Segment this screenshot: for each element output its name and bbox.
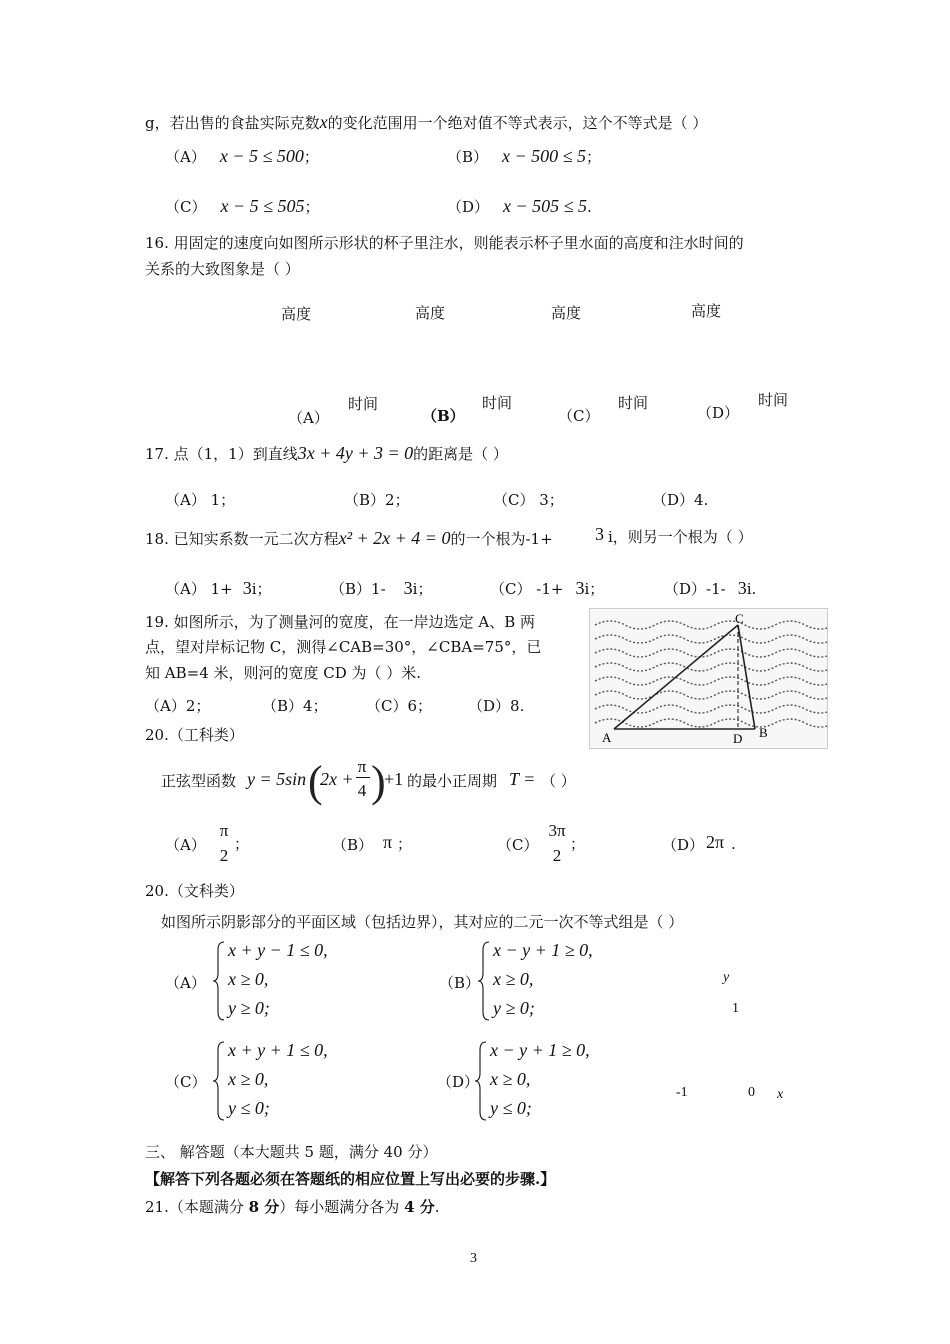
- q20b-d-line1: x − y + 1 ≥ 0,: [490, 1040, 590, 1060]
- option-expr: x − 5 ≤ 500: [219, 146, 304, 166]
- q20a-option-c-den: 2: [552, 846, 562, 865]
- q20b-option-a-label: （A）: [165, 974, 206, 992]
- q19-river-figure: [589, 608, 828, 749]
- point-c-label: C: [735, 611, 744, 626]
- q20a-stem-tail: 的最小正周期: [407, 772, 498, 790]
- q20b-option-b-label: （B）: [439, 974, 481, 992]
- q18-sqrt-3: 3: [595, 524, 604, 544]
- brace-d: [474, 1040, 488, 1122]
- brace-a: [212, 940, 226, 1022]
- q18-expr: x² + 2x + 4 = 0: [338, 528, 451, 548]
- q17-option-b: （B）2；: [344, 491, 410, 509]
- q20b-b-line1: x − y + 1 ≥ 0,: [493, 940, 593, 960]
- option-pre: （A） 1+: [165, 580, 233, 598]
- q20b-c-line3: y ≤ 0;: [228, 1098, 270, 1118]
- q20a-right-paren: ): [371, 757, 386, 806]
- q15-var: x: [319, 112, 328, 132]
- q20b-fig-neg1: -1: [676, 1085, 688, 1100]
- section3-title: 三、 解答题（本大题共 5 题，满分 40 分）: [145, 1143, 438, 1161]
- sqrt-3: 3: [242, 578, 252, 598]
- q20a-option-d-label: （D）: [662, 836, 705, 854]
- q20a-option-a-tail: ；: [234, 835, 250, 853]
- q20b-c-line2: x ≥ 0,: [228, 1069, 269, 1089]
- brace-c: [212, 1040, 226, 1122]
- q17-option-d: （D）4.: [652, 491, 709, 509]
- q20b-heading: 20.（文科类）: [145, 882, 244, 900]
- option-tail: ；: [303, 148, 319, 166]
- q20b-d-line2: x ≥ 0,: [490, 1069, 531, 1089]
- q17-stem-tail: 的距离是（ ）: [413, 445, 508, 463]
- q17-stem: [145, 443, 508, 465]
- q15-option-a: [165, 146, 319, 168]
- q21-score-each: 4 分: [404, 1198, 435, 1216]
- river-diagram: [590, 609, 827, 748]
- option-post: i；: [412, 580, 433, 598]
- q16-graph-a-label: （A）: [288, 409, 329, 427]
- option-post: i.: [746, 580, 757, 598]
- option-pre: （D）-1-: [664, 580, 726, 598]
- q20a-left-paren: (: [308, 757, 323, 806]
- q17-option-c: （C） 3；: [493, 491, 564, 509]
- option-pre: （C） -1+: [490, 580, 564, 598]
- q20a-option-b-label: （B）: [332, 836, 374, 854]
- q21-pre: 21.（本题满分: [145, 1198, 249, 1216]
- q16-graph-d-xlabel: 时间: [758, 391, 789, 409]
- option-label: （C）: [165, 198, 207, 216]
- q16-graph-c-ylabel: 高度: [551, 304, 582, 322]
- q20a-T: T =: [509, 769, 536, 789]
- q18-stem-text: 18. 已知实系数一元二次方程: [145, 530, 339, 548]
- q17-expr: 3x + 4y + 3 = 0: [297, 443, 414, 463]
- q20a-option-c-num: 3π: [548, 821, 566, 840]
- q19-option-d: （D）8.: [468, 697, 525, 715]
- point-a-label: A: [602, 730, 612, 745]
- q18-stem-tail: 的一个根为-1+: [450, 530, 553, 548]
- q20b-a-line1: x + y − 1 ≤ 0,: [228, 940, 328, 960]
- q18-stem-tail2: i，则另一个根为（ ）: [608, 528, 753, 546]
- q20a-option-a-num: π: [219, 821, 229, 840]
- q20b-fig-y: y: [723, 970, 730, 985]
- sqrt-3: 3: [737, 578, 747, 598]
- river-wave-lines: [595, 621, 827, 727]
- q16-line2: 关系的大致图象是（ ）: [145, 260, 300, 278]
- q21-score: 8 分: [248, 1198, 280, 1216]
- q20b-option-c-label: （C）: [165, 1073, 207, 1091]
- option-pre: （B）1-: [330, 580, 386, 598]
- option-tail: .: [587, 198, 592, 216]
- q15-option-c: [165, 196, 320, 218]
- q17-stem-text: 17. 点（1，1）到直线: [145, 445, 298, 463]
- q20b-fig-one: 1: [732, 1001, 739, 1016]
- q16-line1: 16. 用固定的速度向如图所示形状的杯子里注水，则能表示杯子里水面的高度和注水时间的: [145, 234, 744, 252]
- q18-option-c: [490, 578, 604, 600]
- q20b-a-line2: x ≥ 0,: [228, 969, 269, 989]
- q16-graph-c-xlabel: 时间: [618, 394, 649, 412]
- q19-line2: 点，望对岸标记物 C，测得∠CAB=30°，∠CBA=75°，已: [145, 638, 542, 656]
- option-tail: ；: [304, 198, 320, 216]
- page-number: 3: [470, 1251, 477, 1266]
- q16-graph-d-label: （D）: [697, 404, 740, 422]
- q21-post: ）每小题满分各为: [279, 1198, 405, 1216]
- q20a-option-d-tail: .: [731, 835, 736, 853]
- q20a-expr-y: y = 5sin: [247, 769, 307, 789]
- q20b-fig-x: x: [777, 1087, 784, 1102]
- point-d-label: D: [733, 731, 743, 746]
- q20a-option-b-tail: ；: [397, 835, 413, 853]
- q20b-a-line3: y ≥ 0;: [228, 998, 270, 1018]
- q20a-option-a-label: （A）: [165, 836, 206, 854]
- q16-graph-a-ylabel: 高度: [281, 305, 312, 323]
- q20a-option-c-tail: ；: [570, 835, 586, 853]
- q20b-stem: 如图所示阴影部分的平面区域（包括边界），其对应的二元一次不等式组是（ ）: [161, 913, 684, 931]
- option-label: （D）: [447, 198, 490, 216]
- q16-graph-b-ylabel: 高度: [415, 304, 446, 322]
- q20a-plus1: +1: [384, 769, 404, 789]
- q20a-frac-bar: [356, 777, 370, 778]
- q20b-c-line1: x + y + 1 ≤ 0,: [228, 1040, 328, 1060]
- q20a-option-b-val: π: [383, 832, 393, 852]
- q20a-four: 4: [357, 781, 367, 800]
- q20b-fig-zero: 0: [748, 1085, 755, 1100]
- q18-option-a: [165, 578, 272, 600]
- q20a-option-c-label: （C）: [497, 836, 539, 854]
- q18-option-d: [664, 578, 756, 600]
- section3-note: 【解答下列各题必须在答题纸的相应位置上写出必要的步骤.】: [145, 1170, 556, 1188]
- q20b-b-line3: y ≥ 0;: [493, 998, 535, 1018]
- q20a-heading: 20.（工科类）: [145, 726, 244, 744]
- option-post: i；: [584, 580, 605, 598]
- q20b-b-line2: x ≥ 0,: [493, 969, 534, 989]
- q20a-blank: （ ）: [541, 772, 576, 790]
- option-label: （B）: [447, 148, 489, 166]
- q15-stem-tail: 的变化范围用一个绝对值不等式表示，这个不等式是（ ）: [327, 114, 708, 132]
- q19-line3: 知 AB=4 米，则河的宽度 CD 为（ ）米.: [145, 664, 422, 682]
- q20a-option-a-den: 2: [219, 846, 229, 865]
- q17-option-a: （A） 1；: [165, 491, 236, 509]
- q18-option-b: [330, 578, 432, 600]
- option-post: i；: [251, 580, 272, 598]
- sqrt-3: 3: [575, 578, 585, 598]
- q15-stem: [145, 112, 707, 134]
- q19-option-c: （C）6；: [366, 697, 433, 715]
- q19-option-b: （B）4；: [262, 697, 328, 715]
- q19-line1: 19. 如图所示，为了测量河的宽度，在一岸边选定 A、B 两: [145, 613, 536, 631]
- q20b-d-line3: y ≤ 0;: [490, 1098, 532, 1118]
- q15-option-d: [447, 196, 592, 218]
- brace-b: [477, 940, 491, 1022]
- q20b-option-d-label: （D）: [437, 1073, 480, 1091]
- q18-stem: [145, 528, 553, 550]
- sqrt-3: 3: [403, 578, 413, 598]
- option-tail: ；: [586, 148, 602, 166]
- option-expr: x − 5 ≤ 505: [220, 196, 305, 216]
- q20a-pi: π: [357, 757, 367, 776]
- option-expr: x − 505 ≤ 5: [503, 196, 588, 216]
- q20a-stem-pre: 正弦型函数: [161, 772, 237, 790]
- q16-graph-a-xlabel: 时间: [348, 395, 379, 413]
- q21-heading: [145, 1198, 440, 1216]
- q16-graph-b-xlabel: 时间: [482, 394, 513, 412]
- q15-option-b: [447, 146, 601, 168]
- point-b-label: B: [759, 725, 768, 740]
- q15-stem-text: g，若出售的食盐实际克数: [145, 114, 320, 132]
- q16-graph-d-ylabel: 高度: [691, 302, 722, 320]
- option-label: （A）: [165, 148, 206, 166]
- q21-end: .: [434, 1198, 440, 1216]
- q20a-inner: 2x +: [320, 769, 354, 789]
- q16-graph-c-label: （C）: [558, 407, 600, 425]
- option-expr: x − 500 ≤ 5: [502, 146, 587, 166]
- q19-option-a: （A）2；: [145, 697, 211, 715]
- q16-graph-b-label: （B）: [422, 407, 465, 425]
- q20a-option-d-val: 2π: [706, 832, 725, 852]
